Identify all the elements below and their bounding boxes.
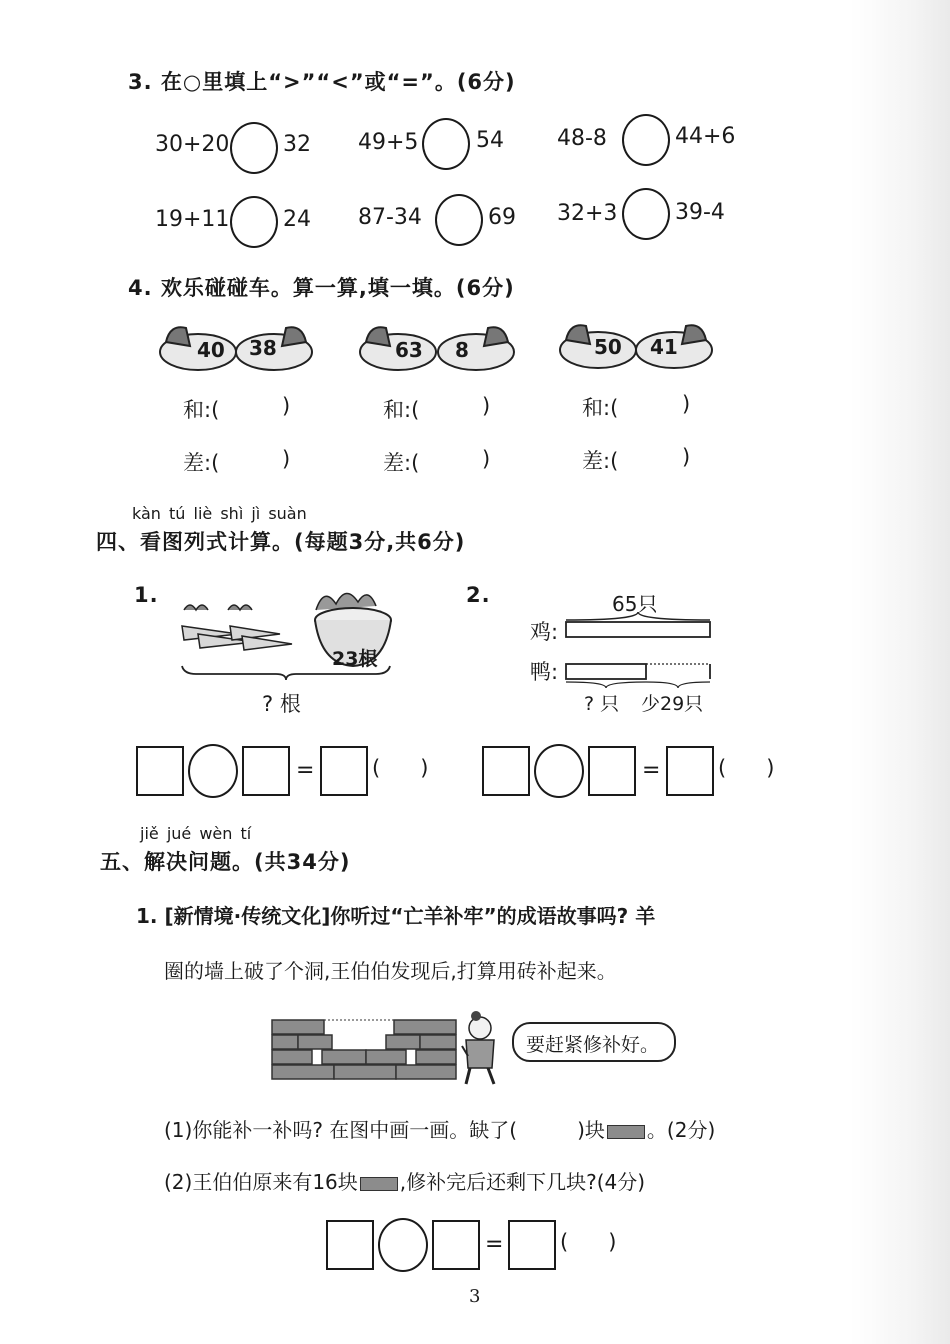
car-number: 63	[395, 338, 423, 362]
q1-line-2: 圈的墙上破了个洞,王伯伯发现后,打算用砖补起来。	[164, 959, 617, 983]
sub2-rest: ,修补完后还剩下几块?(4分)	[399, 1170, 646, 1194]
farmer-icon	[454, 1010, 502, 1088]
unit-paren[interactable]: ( )	[560, 1230, 617, 1254]
car-number: 8	[455, 338, 469, 362]
answer-box[interactable]	[326, 1220, 374, 1270]
sub1-unit: )块	[577, 1118, 605, 1142]
equals-sign: =	[485, 1232, 504, 1257]
close-paren: )	[282, 394, 291, 418]
q3-expr-right: 24	[283, 207, 311, 232]
q3-title: 3. 在○里填上“>”“<”或“=”。(6分)	[128, 70, 516, 94]
q3-expr-left: 49+5	[358, 130, 419, 155]
problem-2-number: 2.	[466, 583, 491, 607]
compare-circle[interactable]	[230, 122, 278, 174]
speech-bubble-text: 要赶紧修补好。	[526, 1034, 660, 1056]
line-diagram	[560, 608, 716, 690]
close-paren: )	[682, 392, 691, 416]
car-number: 50	[594, 335, 622, 359]
chicken-bar	[566, 622, 710, 637]
answer-box[interactable]	[136, 746, 184, 796]
bumper-car-icon	[560, 325, 712, 368]
q3-expr-right: 69	[488, 205, 516, 230]
duck-question: ? 只	[584, 693, 620, 715]
brick-icon	[360, 1177, 398, 1191]
close-paren: )	[282, 447, 291, 471]
section4-title: 四、看图列式计算。(每题3分,共6分)	[96, 530, 466, 554]
section5-title: 五、解决问题。(共34分)	[100, 850, 351, 874]
section5-pinyin: jiě jué wèn tí	[140, 824, 252, 843]
sub-question-2	[164, 1166, 645, 1195]
close-paren: )	[682, 445, 691, 469]
bumper-car-pair-3	[556, 318, 716, 374]
car-number: 41	[650, 335, 678, 359]
answer-box[interactable]	[242, 746, 290, 796]
sub1-score: 。(2分)	[646, 1118, 716, 1142]
carrot-bundle-icon	[182, 605, 292, 650]
answer-box[interactable]	[320, 746, 368, 796]
diff-label: 差:(	[383, 451, 420, 475]
q3-expr-left: 48-8	[557, 126, 607, 151]
unit-paren[interactable]: ( )	[372, 756, 429, 780]
q3-expr-right: 32	[283, 132, 311, 157]
page-number: 3	[469, 1286, 481, 1307]
scan-edge-shadow	[850, 0, 950, 1344]
q3-expr-left: 19+11	[155, 207, 230, 232]
q3-expr-right: 54	[476, 128, 504, 153]
q1-line-1: 1. [新情境·传统文化]你听过“亡羊补牢”的成语故事吗? 羊	[136, 904, 656, 928]
problem-1-number: 1.	[134, 583, 159, 607]
diff-label: 差:(	[183, 451, 220, 475]
unit-paren[interactable]: ( )	[718, 756, 775, 780]
answer-box[interactable]	[482, 746, 530, 796]
bumper-car-pair-2	[356, 320, 518, 376]
bumper-car-pair-1	[156, 320, 316, 376]
sum-label: 和:(	[383, 398, 420, 422]
operator-circle[interactable]	[534, 744, 584, 798]
bumper-car-icon	[160, 327, 312, 370]
sum-label: 和:(	[183, 398, 220, 422]
equals-sign: =	[296, 758, 315, 783]
bumper-car-icon	[360, 327, 514, 370]
q3-expr-left: 30+20	[155, 132, 230, 157]
basket-label: 23根	[332, 648, 378, 670]
duck-bar	[566, 664, 646, 679]
compare-circle[interactable]	[230, 196, 278, 248]
close-paren: )	[482, 447, 491, 471]
q3-expr-right: 39-4	[675, 200, 725, 225]
answer-box[interactable]	[666, 746, 714, 796]
answer-box[interactable]	[432, 1220, 480, 1270]
speech-bubble	[512, 1022, 676, 1062]
duck-label: 鸭:	[530, 660, 559, 684]
sub2-text: (2)王伯伯原来有16块	[164, 1170, 358, 1194]
q4-title: 4. 欢乐碰碰车。算一算,填一填。(6分)	[128, 276, 515, 300]
operator-circle[interactable]	[188, 744, 238, 798]
sub1-text: (1)你能补一补吗? 在图中画一画。缺了(	[164, 1118, 518, 1142]
q3-expr-left: 32+3	[557, 201, 618, 226]
answer-box[interactable]	[588, 746, 636, 796]
equals-sign: =	[642, 758, 661, 783]
answer-box[interactable]	[508, 1220, 556, 1270]
brick-icon	[607, 1125, 645, 1139]
sub-question-1	[164, 1114, 715, 1143]
top-brace	[566, 612, 710, 620]
section4-pinyin: kàn tú liè shì jì suàn	[132, 504, 307, 523]
car-number: 38	[249, 336, 277, 360]
total-question: ? 根	[262, 692, 301, 716]
compare-circle[interactable]	[435, 194, 483, 246]
brick-wall-figure	[270, 1018, 460, 1082]
sum-label: 和:(	[582, 396, 619, 420]
chicken-label: 鸡:	[530, 620, 559, 644]
close-paren: )	[482, 394, 491, 418]
operator-circle[interactable]	[378, 1218, 428, 1272]
compare-circle[interactable]	[622, 114, 670, 166]
diff-label: 差:(	[582, 449, 619, 473]
compare-circle[interactable]	[422, 118, 470, 170]
q3-expr-left: 87-34	[358, 205, 422, 230]
less-label: 少29只	[641, 693, 704, 715]
car-number: 40	[197, 338, 225, 362]
compare-circle[interactable]	[622, 188, 670, 240]
q3-expr-right: 44+6	[675, 124, 736, 149]
chicken-total: 65只	[612, 592, 658, 616]
